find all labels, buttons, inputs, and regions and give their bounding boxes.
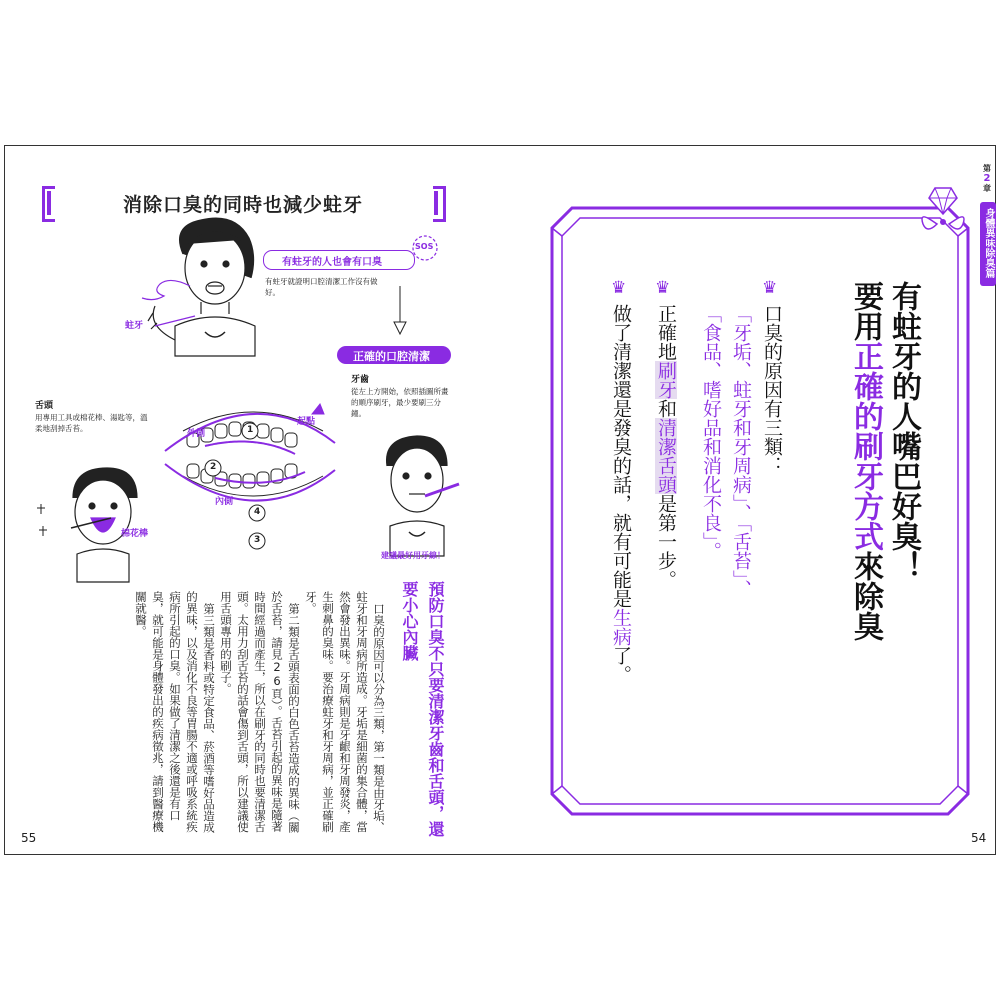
gem-bow-icon: [917, 180, 977, 240]
floss-tip: 建議最好用牙線！: [381, 551, 445, 560]
start-label: 起點: [297, 417, 316, 427]
body-text: [132, 591, 387, 841]
outer-label: 外側: [187, 429, 206, 439]
body-paragraph-3: 第三類是香料或特定食品、菸酒等嗜好品造成的異味，以及消化不良等胃腸不適或呼吸系統疾病所引起的口臭。如果做了清潔之後還是有口臭，就可能是身體發出的疾病徵兆，請到醫療機關就醫。: [134, 591, 216, 833]
book-spread: [4, 145, 996, 855]
cavity-banner: [263, 250, 415, 270]
step-1: 1: [247, 425, 254, 435]
tongue-label: 舌頭: [35, 401, 54, 411]
cause-list-1: 「牙垢、蛀牙和牙周病」、「舌苔」、: [730, 304, 752, 599]
body-paragraph-1: 口臭的原因可以分為三類，第一類是由牙垢、蛀牙和牙周病所造成。牙垢是細菌的集合體，當然會發出異味。牙周病則是牙齦和牙周發炎，產生刺鼻的臭味。要治療蛀牙和牙周病，並正確刷牙。: [304, 591, 386, 833]
teeth-label: 牙齒: [351, 375, 370, 385]
page-title: 消除口臭的同時也減少蛀牙: [123, 194, 364, 216]
step-3: 3: [254, 535, 261, 545]
cavity-label: 蛀牙: [125, 321, 144, 331]
step-4: 4: [254, 507, 261, 517]
illustration: [5, 146, 465, 586]
inner-label: 內側: [215, 497, 234, 507]
cause-intro: 口臭的原因有三類：: [761, 304, 783, 475]
cotton-swab-label: 棉花棒: [121, 529, 149, 539]
woman-cavity-illustration: [148, 218, 255, 356]
cavity-banner-text: 有蛀牙的人也會有口臭: [282, 257, 382, 268]
headline-line-2: 要用正確的刷牙方式來除臭: [848, 281, 883, 641]
chapter-marker: 第 2 章: [983, 164, 991, 193]
crown-icon: ♛: [762, 278, 778, 298]
illness-warning: 做了清潔還是發臭的話，就有可能是生病了。: [610, 304, 632, 684]
chapter-title: 身體異味除臭篇: [983, 208, 994, 278]
woman-tongue-illustration: [71, 468, 137, 582]
chapter-tab: [980, 202, 996, 286]
correct-cleaning-banner: [337, 346, 451, 364]
crown-icon: ♛: [611, 278, 627, 298]
page-number-left: 55: [21, 831, 37, 845]
cavity-banner-desc: 有蛀牙就證明口腔清潔工作沒有做好。: [265, 277, 378, 297]
body-paragraph-2: 第二類是舌頭表面的白色舌苔造成的異味（關於舌苔，請見26頁）。舌苔引起的異味是隨著時間經過而產生，所以在刷牙的同時也要清潔舌頭。太用力刮舌苔的話會傷到舌頭，所以建議使用舌頭專用的刷子。: [219, 591, 301, 833]
step-2: 2: [210, 462, 217, 472]
crown-icon: ♛: [655, 278, 671, 298]
cause-list-2: 「食品、嗜好品和消化不良」。: [700, 304, 722, 561]
teeth-desc: 從左上方開始，依照插圖所畫的順序刷牙，最少要刷三分鐘。: [351, 387, 449, 418]
correct-cleaning-text: 正確的口腔清潔: [353, 350, 430, 363]
section-subhead: 預防口臭不只要清潔牙齒和舌頭，還要小心內臟: [400, 581, 445, 837]
page-number-right: 54: [971, 831, 987, 845]
headline-line-1: 有蛀牙的人嘴巴好臭！: [886, 281, 921, 581]
first-step: 正確地刷牙和清潔舌頭是第一步。: [655, 304, 677, 589]
sos-badge: SOS: [415, 242, 434, 251]
woman-brushing-illustration: [387, 436, 459, 556]
tongue-desc: 用專用工具或棉花棒、湯匙等，溫柔地刮掉舌苔。: [35, 413, 148, 433]
